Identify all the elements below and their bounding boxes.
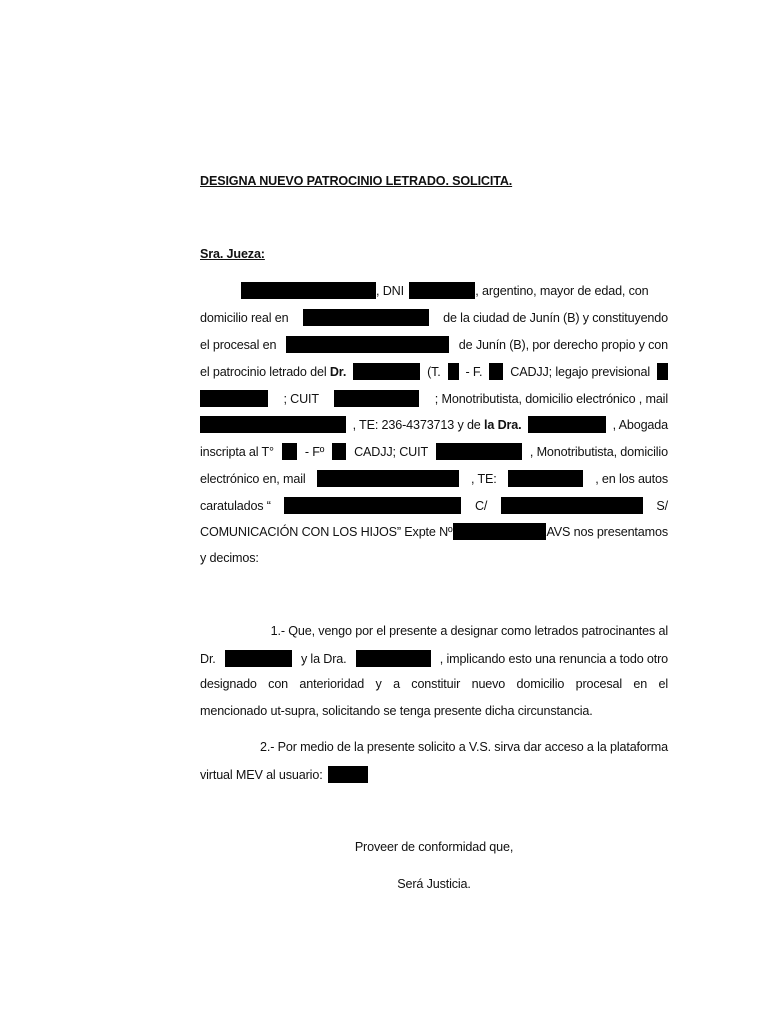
point-1-line-3: designado con anterioridad y a constituir nuevo domicilio procesal en el: [200, 677, 668, 691]
point-1-line-1: 1.- Que, vengo por el presente a designar como letrados patrocinantes al: [270, 624, 668, 638]
body-line-4: el patrocinio letrado del Dr. (T. - F. CADJJ; legajo previsional: [200, 363, 668, 380]
redaction-username: [328, 766, 368, 783]
point-2-line-2: virtual MEV al usuario:: [200, 766, 368, 783]
redaction-lawyer-name: [353, 363, 420, 380]
redaction-new-lawyer: [225, 650, 292, 667]
point-1-line-4: mencionado ut-supra, solicitando se tenga presente dicha circunstancia.: [200, 704, 593, 718]
closing-line-2: Será Justicia.: [397, 877, 471, 891]
body-line-11: y decimos:: [200, 551, 259, 565]
addressee: Sra. Jueza:: [200, 247, 265, 261]
redaction-real-address: [303, 309, 429, 326]
redaction-phone: [508, 470, 583, 487]
document-title: DESIGNA NUEVO PATROCINIO LETRADO. SOLICITA.: [200, 174, 513, 188]
point-1-line-2: Dr. y la Dra. , implicando esto una renuncia a todo otro: [200, 651, 668, 666]
closing-line-1: Proveer de conformidad que,: [354, 840, 514, 854]
body-line-7: inscripta al T° - Fº CADJJ; CUIT , Monotributista, domicilio: [200, 444, 668, 459]
body-line-8: electrónico en, mail , TE: , en los autos: [200, 471, 668, 486]
redaction-legajo: [657, 363, 668, 380]
redaction-mail-2: [317, 470, 459, 487]
redaction-party-2: [501, 497, 643, 514]
redaction-cuit: [334, 390, 419, 407]
point-2-line-1: 2.- Por medio de la presente solicito a V.S. sirva dar acceso a la plataforma: [260, 740, 668, 754]
redaction-cuit-2: [436, 443, 522, 460]
body-line-10: COMUNICACIÓN CON LOS HIJOS” Expte Nº AVS nos presentamos: [200, 524, 668, 539]
redaction-case-number: [453, 523, 546, 540]
redaction-tome: [448, 363, 459, 380]
redaction-dni: [409, 282, 475, 299]
body-line-2: domicilio real en de la ciudad de Junín (B) y constituyendo: [200, 310, 668, 325]
redaction-legajo-number: [200, 390, 268, 407]
body-line-6: , TE: 236-4373713 y de la Dra. , Abogada: [200, 416, 668, 433]
redaction-party-1: [284, 497, 461, 514]
redaction-tome-2: [282, 443, 297, 460]
body-line-9: caratulados “ C/ S/: [200, 498, 668, 513]
redaction-folio-2: [332, 443, 346, 460]
body-line-5: ; CUIT ; Monotributista, domicilio electrónico , mail: [200, 390, 668, 407]
body-line-1: , DNI , argentino, mayor de edad, con: [200, 282, 648, 299]
redaction-lawyer-2-name: [528, 416, 606, 433]
redaction-procedural-address: [286, 336, 449, 353]
redaction-folio: [489, 363, 503, 380]
redaction-mail: [200, 416, 346, 433]
redaction-name: [241, 282, 376, 299]
redaction-new-lawyer-2: [356, 650, 431, 667]
body-line-3: el procesal en de Junín (B), por derecho propio y con: [200, 337, 668, 352]
